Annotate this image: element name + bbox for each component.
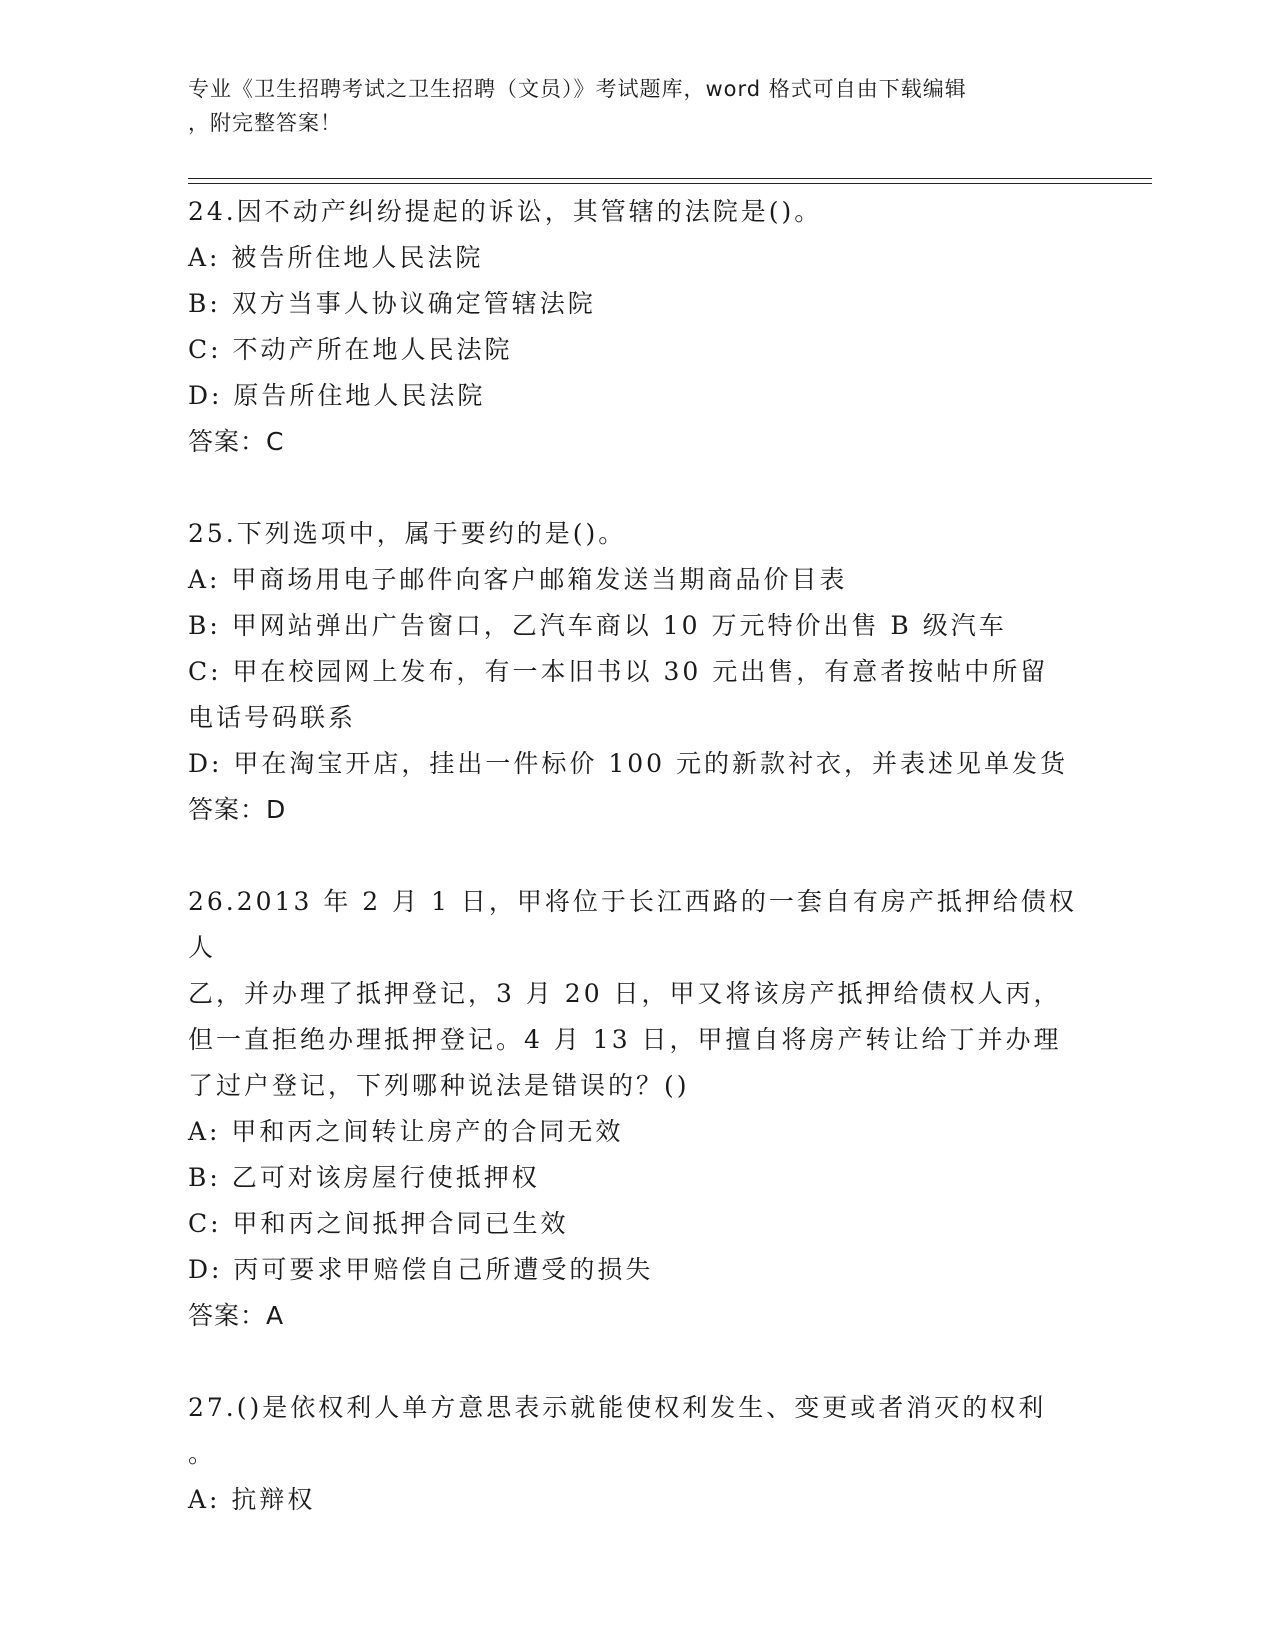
question-27 (188, 1385, 1088, 1523)
header-divider-bottom (188, 183, 1152, 184)
option-a: A: 被告所住地人民法院 (188, 243, 484, 272)
question-24 (188, 189, 1088, 465)
option-c-continued: 电话号码联系 (188, 703, 357, 732)
answer: 答案：D (188, 795, 287, 824)
header-line-2: ，附完整答案！ (188, 111, 342, 135)
question-stem: 25.下列选项中，属于要约的是()。 (188, 519, 627, 548)
question-stem-continued: 乙，并办理了抵押登记，3 月 20 日，甲又将该房产抵押给债权人丙， (188, 979, 1062, 1008)
header-divider-top (188, 178, 1152, 179)
option-c: C: 不动产所在地人民法院 (188, 335, 513, 364)
option-c: C: 甲和丙之间抵押合同已生效 (188, 1209, 569, 1238)
option-d: D: 丙可要求甲赔偿自己所遭受的损失 (188, 1255, 654, 1284)
answer: 答案：A (188, 1301, 285, 1330)
option-b: B: 甲网站弹出广告窗口，乙汽车商以 10 万元特价出售 B 级汽车 (188, 611, 1007, 640)
question-stem-continued: 了过户登记，下列哪种说法是错误的？() (188, 1071, 690, 1100)
question-stem: 27.()是依权利人单方意思表示就能使权利发生、变更或者消灭的权利 (188, 1393, 1047, 1422)
question-26 (188, 879, 1088, 1339)
answer: 答案：C (188, 427, 285, 456)
question-list (188, 189, 1088, 1569)
document-header (188, 72, 1088, 140)
header-line-1: 专业《卫生招聘考试之卫生招聘（文员）》考试题库，word 格式可自由下载编辑 (188, 77, 967, 101)
question-stem-continued: 但一直拒绝办理抵押登记。4 月 13 日，甲擅自将房产转让给丁并办理 (188, 1025, 1062, 1054)
option-d: D: 甲在淘宝开店，挂出一件标价 100 元的新款衬衣，并表述见单发货 (188, 749, 1069, 778)
question-stem-continued: 。 (188, 1439, 217, 1468)
question-25 (188, 511, 1088, 833)
option-b: B: 双方当事人协议确定管辖法院 (188, 289, 596, 318)
question-stem: 26.2013 年 2 月 1 日，甲将位于长江西路的一套自有房产抵押给债权人 (188, 887, 1077, 962)
option-c: C: 甲在校园网上发布，有一本旧书以 30 元出售，有意者按帖中所留 (188, 657, 1049, 686)
question-stem: 24.因不动产纠纷提起的诉讼，其管辖的法院是()。 (188, 197, 823, 226)
option-a: A: 甲和丙之间转让房产的合同无效 (188, 1117, 624, 1146)
option-a: A: 抗辩权 (188, 1485, 316, 1514)
option-b: B: 乙可对该房屋行使抵押权 (188, 1163, 540, 1192)
option-a: A: 甲商场用电子邮件向客户邮箱发送当期商品价目表 (188, 565, 848, 594)
option-d: D: 原告所住地人民法院 (188, 381, 486, 410)
